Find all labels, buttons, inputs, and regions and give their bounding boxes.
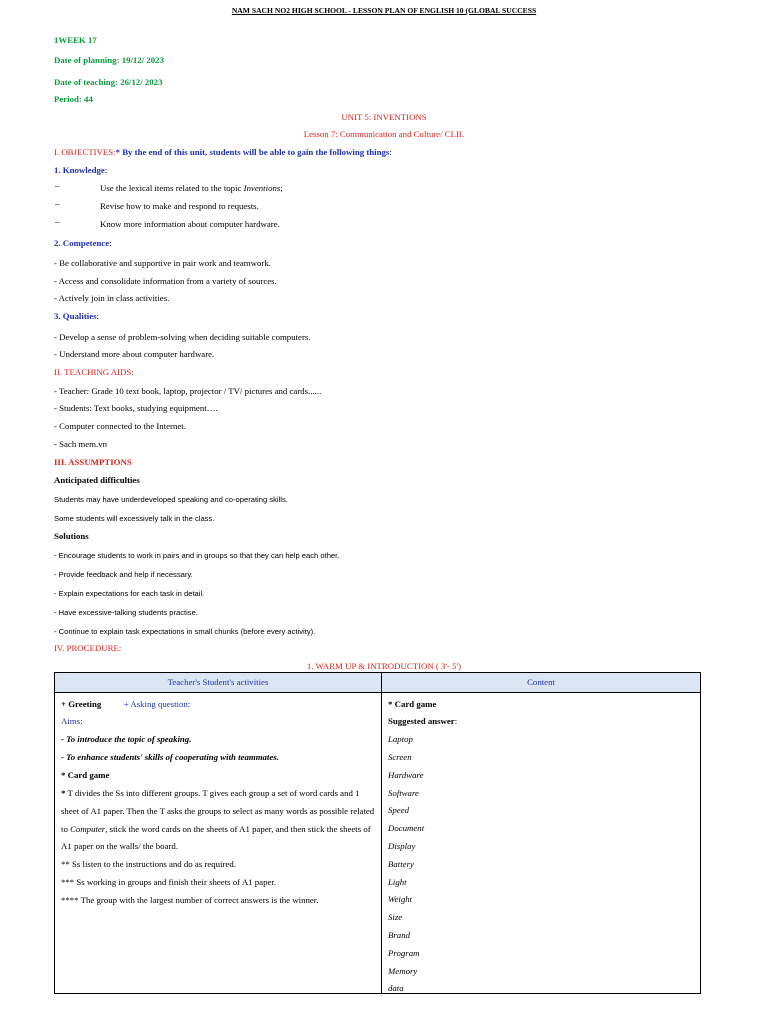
solution-item: - Have excessive-talking students practise.	[54, 608, 198, 617]
aim-item: - To enhance students' skills of cooperating with teammates.	[61, 752, 279, 762]
objectives-intro: * By the end of this unit, students will be able to gain the following things	[115, 147, 390, 157]
objectives-line: I. OBJECTIVES:* By the end of this unit, students will be able to gain the following things:	[54, 147, 392, 157]
greeting-line: + Greeting + Asking question:	[61, 699, 191, 709]
document-header: NAM SACH NO2 HIGH SCHOOL - LESSON PLAN OF ENGLISH 10 (GLOBAL SUCCESS	[231, 6, 537, 15]
asking-question-label: + Asking question	[123, 699, 188, 709]
knowledge-heading-line: 1. Knowledge:	[54, 165, 108, 175]
answer-word: Software	[388, 788, 419, 798]
planning-date: Date of planning: 19/12/ 2023	[54, 55, 164, 65]
procedure-heading-line: IV. PROCEDURE:	[54, 643, 122, 653]
aim-item: - To introduce the topic of speaking.	[61, 734, 192, 744]
qualities-item: - Understand more about computer hardware.	[54, 349, 215, 359]
bullet-dash: –	[55, 199, 60, 209]
solution-item: - Provide feedback and help if necessary.	[54, 570, 193, 579]
aims-line: Aims:	[61, 716, 83, 726]
answer-word: Document	[388, 823, 425, 833]
content-card-game: * Card game	[388, 699, 437, 709]
answer-word: Size	[388, 912, 403, 922]
solution-item: - Continue to explain task expectations in small chunks (before every activity).	[54, 627, 316, 636]
content-column-header: Content	[527, 677, 555, 687]
lesson-title: Lesson 7: Communication and Culture/ CLIL	[303, 129, 465, 139]
aims-label: Aims	[61, 716, 81, 726]
activity-step: *** Ss working in groups and finish their sheets of A1 paper.	[61, 877, 277, 887]
competence-heading-line: 2. Competence:	[54, 238, 112, 248]
activity-step: ** Ss listen to the instructions and do as required.	[61, 859, 236, 869]
bullet-dash: –	[55, 181, 60, 191]
activities-column-header: Teacher's Student's activities	[167, 677, 269, 687]
activity-step: sheet of A1 paper. Then the T asks the groups to select as many words as possible related	[61, 806, 375, 816]
answer-word: Program	[388, 948, 420, 958]
knowledge-item: Use the lexical items related to the topic Inventions;	[100, 183, 283, 193]
answer-word: Light	[388, 877, 407, 887]
answer-word: Speed	[388, 805, 410, 815]
teaching-aid-item: - Sach mem.vn	[54, 439, 108, 449]
objectives-heading: I. OBJECTIVES	[54, 147, 114, 157]
teaching-aid-item: - Computer connected to the Internet.	[54, 421, 186, 431]
knowledge-item: Know more information about computer hardware.	[100, 219, 280, 229]
qualities-heading-line: 3. Qualities:	[54, 311, 99, 321]
qualities-heading: 3. Qualities	[54, 311, 97, 321]
suggested-answer-line: Suggested answer:	[388, 716, 458, 726]
teaching-aid-item: - Students: Text books, studying equipment….	[54, 403, 218, 413]
greeting-label: + Greeting	[61, 699, 102, 709]
qualities-item: - Develop a sense of problem-solving when deciding suitable computers.	[54, 332, 311, 342]
bullet-dash: –	[55, 217, 60, 227]
activity-step: A1 paper on the walls/ the board.	[61, 841, 179, 851]
answer-word: data	[388, 983, 404, 993]
period-label: Period: 44	[54, 94, 93, 104]
knowledge-item: Revise how to make and respond to requests.	[100, 201, 259, 211]
activity-step: * T divides the Ss into different groups. T gives each group a set of word cards and 1	[61, 788, 360, 798]
procedure-heading: IV. PROCEDURE	[54, 643, 119, 653]
warmup-title: 1. WARM UP & INTRODUCTION ( 3'- 5')	[306, 661, 462, 671]
answer-word: Hardware	[388, 770, 424, 780]
teaching-aids-heading: II. TEACHING AIDS	[54, 367, 132, 377]
activity-table	[54, 672, 701, 994]
knowledge-heading: 1. Knowledge	[54, 165, 105, 175]
answer-word: Memory	[388, 966, 418, 976]
week-label: 1WEEK 17	[54, 35, 97, 45]
competence-heading: 2. Competence	[54, 238, 110, 248]
teaching-aid-item: - Teacher: Grade 10 text book, laptop, projector / TV/ pictures and cards......	[54, 386, 322, 396]
solution-item: - Explain expectations for each task in detail.	[54, 589, 205, 598]
solution-item: - Encourage students to work in pairs and in groups so that they can help each other.	[54, 551, 340, 560]
unit-title: UNIT 5: INVENTIONS	[341, 112, 427, 122]
difficulty-item: Some students will excessively talk in the class.	[54, 514, 215, 523]
column-divider	[381, 673, 382, 993]
answer-word: Screen	[388, 752, 412, 762]
difficulties-heading: Anticipated difficulties	[54, 475, 140, 485]
teaching-aids-heading-line: II. TEACHING AIDS:	[54, 367, 134, 377]
answer-word: Display	[388, 841, 416, 851]
teaching-date: Date of teaching: 26/12/ 2023	[54, 77, 163, 87]
assumptions-heading: III. ASSUMPTIONS	[54, 457, 132, 467]
activity-step: **** The group with the largest number of correct answers is the winner.	[61, 895, 319, 905]
card-game-label: * Card game	[61, 770, 110, 780]
answer-word: Brand	[388, 930, 410, 940]
answer-word: Battery	[388, 859, 414, 869]
answer-word: Weight	[388, 894, 413, 904]
difficulty-item: Students may have underdeveloped speaking and co-operating skills.	[54, 495, 288, 504]
activity-step: to Computer, stick the word cards on the sheets of A1 paper, and then stick the sheets of	[61, 824, 371, 834]
competence-item: - Be collaborative and supportive in pair work and teamwork.	[54, 258, 271, 268]
suggested-answer-label: Suggested answer	[388, 716, 455, 726]
competence-item: - Access and consolidate information from a variety of sources.	[54, 276, 277, 286]
competence-item: - Actively join in class activities.	[54, 293, 170, 303]
answer-word: Laptop	[388, 734, 413, 744]
solutions-heading: Solutions	[54, 531, 89, 541]
